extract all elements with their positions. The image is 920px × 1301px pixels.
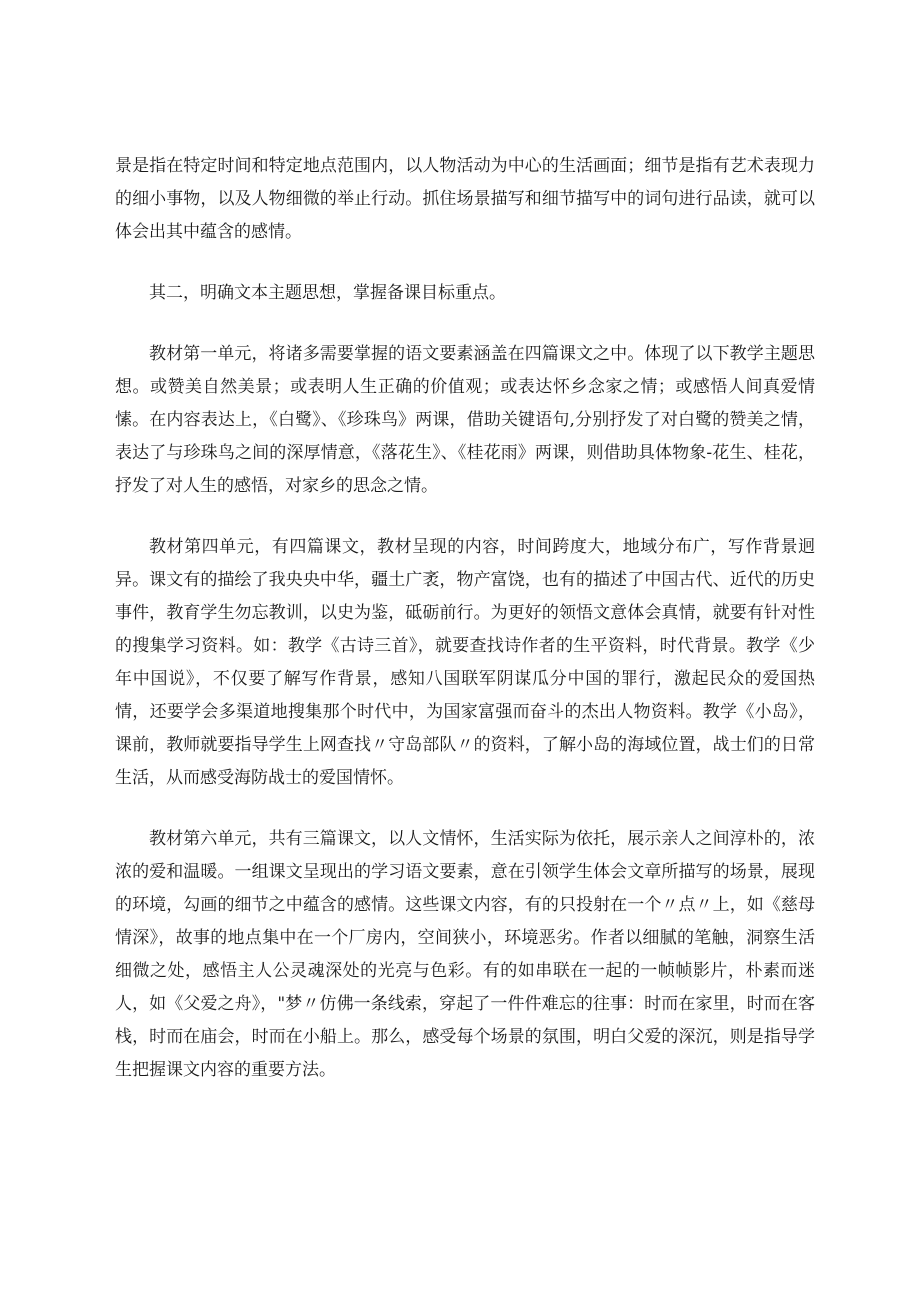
paragraph-unit-four: 教材第四单元，有四篇课文，教材呈现的内容，时间跨度大，地域分布广，写作背景迥异。课文有的描绘了我央央中华，疆土广袤，物产富饶，也有的描述了中国古代、近代的历史事件，教育学生勿忘教训，以史为鉴，砥砺前行。为更好的领悟文意体会真情，就要有针对性的搜集学习资料。如：教学《古诗三首》，就要查找诗作者的生平资料，时代背景。教学《少年中国说》，不仅要了解写作背景，感知八国联军阴谋瓜分中国的罪行，激起民众的爱国热情，还要学会多渠道地搜集那个时代中，为国家富强而奋斗的杰出人物资料。教学《小岛》，课前，教师就要指导学生上网查找〃守岛部队〃的资料，了解小岛的海域位置，战士们的日常生活，从而感受海防战士的爱国情怀。	[115, 537, 815, 788]
paragraph-unit-six: 教材第六单元，共有三篇课文，以人文情怀，生活实际为依托，展示亲人之间淳朴的，浓浓的爱和温暖。一组课文呈现出的学习语文要素，意在引领学生体会文章所描写的场景，展现的环境，勾画的细节之中蕴含的感情。这些课文内容，有的只投射在一个〃点〃上，如《慈母情深》，故事的地点集中在一个厂房内，空间狭小，环境恶劣。作者以细腻的笔触，洞察生活细微之处，感悟主人公灵魂深处的光亮与色彩。有的如串联在一起的一帧帧影片，朴素而迷人，如《父爱之舟》，"梦〃仿佛一条线索，穿起了一件件难忘的往事：时而在家里，时而在客栈，时而在庙会，时而在小船上。那么，感受每个场景的氛围，明白父爱的深沉，则是指导学生把握课文内容的重要方法。	[115, 829, 815, 1080]
paragraph-theme-heading: 其二，明确文本主题思想，掌握备课目标重点。	[149, 283, 506, 303]
paragraph-scene-detail: 景是指在特定时间和特定地点范围内，以人物活动为中心的生活画面；细节是指有艺术表现力的细小事物，以及人物细微的举止行动。抓住场景描写和细节描写中的词句进行品读，就可以体会出其中蕴含的感情。	[115, 156, 815, 242]
document-body	[115, 150, 815, 1115]
paragraph-unit-one: 教材第一单元，将诸多需要掌握的语文要素涵盖在四篇课文之中。体现了以下教学主题思想。或赞美自然美景；或表明人生正确的价值观；或表达怀乡念家之情；或感悟人间真爱情愫。在内容表达上，《白鹭》、《珍珠鸟》两课，借助关键语句,分别抒发了对白鹭的赞美之情，表达了与珍珠鸟之间的深厚情意，《落花生》、《桂花雨》两课，则借助具体物象-花生、桂花，抒发了对人生的感悟，对家乡的思念之情。	[115, 344, 815, 496]
